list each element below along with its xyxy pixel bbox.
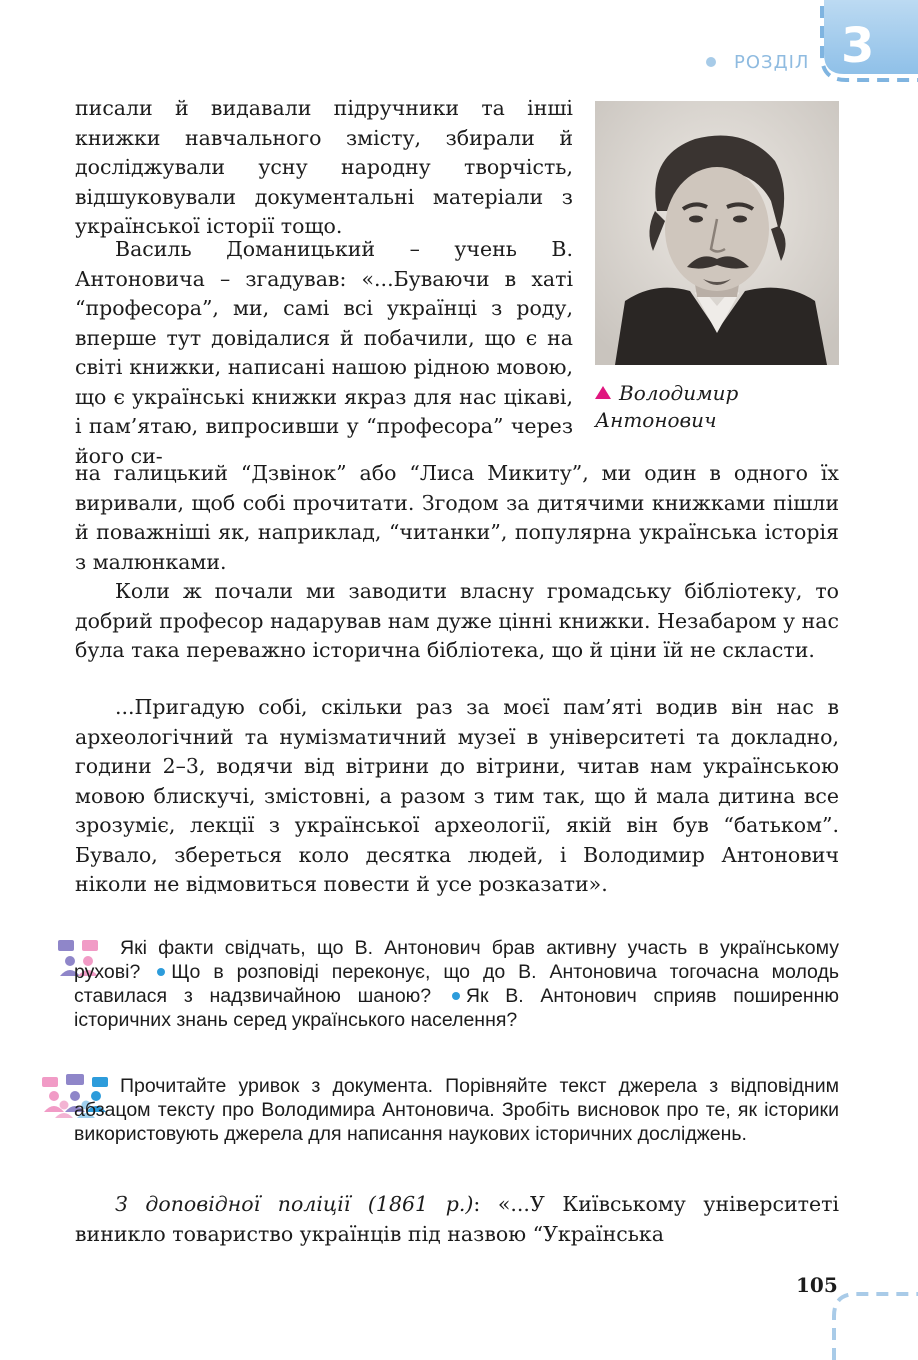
section-header [706,50,809,74]
bullet-icon [452,992,460,1000]
portrait-caption-text: Володимир Антонович [595,381,739,432]
task-source-analysis: Прочитайте уривок з документа. Порівняйте текст джерела з відповідним абзацом тексту про Володимира Антоновича. Зробіть висновок про те, як історики використовують джерела для написання наукових історичних досліджень. [74,1075,839,1145]
paragraph-1: писали й видавали підручники та інші книжки навчального змісту, збирали й досліджували усну народну творчість, відшуковували документальні матеріали з української історії тощо. [75,96,573,238]
source-paragraph [75,1190,839,1249]
paragraph-3: Коли ж почали ми заводити власну громадську бібліотеку, то добрий професор надарував нам дуже цінні книжки. Незабаром у нас була така переважно історична бібліотека, що й ціни їй не скласти. [75,579,839,662]
paragraph-2-continued: на галицький “Дзвінок” або “Лиса Микиту”, ми один в одного їх виривали, щоб собі прочитати. Згодом за дитячими книжками пішли й поважніші як, наприклад, “читанки”, популярна українська історія з малюнками. [75,461,839,574]
task-question-3: Як В. Антонович сприяв поширенню історичних знань серед українського населення? [74,985,839,1031]
task-question-2: Що в розповіді переконує, що до В. Антоновича тогочасна молодь ставилася з надзвичайною шаною? [74,961,839,1007]
task-question-1: Які факти свідчать, що В. Антонович брав активну участь в українському рухові? [74,937,839,983]
section-label: РОЗДІЛ [734,51,810,73]
paragraph-4: ...Пригадую собі, скільки раз за моєї пам’яті водив він нас в археологічний та нумізматичний музеї в університеті та докладно, години 2–3, водячи від вітрини до вітрини, читав нам українською мовою блискучі, змістовні, а разом з тим так, що й мала дитина все зрозуміє, лекції з української археології, якій він був “батьком”. Бувало, збереться коло десятка людей, і Володимир Антонович ніколи не відмовиться повести й усе розказати». [75,695,839,896]
portrait-caption [595,380,835,434]
portrait-image [595,101,839,365]
paragraph-2-wrapped: Василь Доманицький – учень В. Антоновича – згадував: «...Буваючи в хаті “професора”, ми, самі всі українці з роду, вперше тут довідалися й побачили, що є на світі книжки, написані нашою рідною мовою, що є українські книжки якраз для нас цікаві, і пам’ятаю, випросивши у “професора” через його си- [75,237,573,468]
source-text: : «...У Київському університеті виникло товариство українців під назвою “Українська [75,1192,839,1246]
source-title: З доповідної поліції (1861 р.) [115,1192,474,1216]
triangle-marker-icon [595,386,611,399]
page-number: 105 [796,1273,838,1297]
section-number: 3 [841,18,875,74]
section-dot-icon [706,57,716,67]
bullet-icon [157,968,165,976]
corner-decoration [820,1280,918,1360]
task-questions [74,936,839,1032]
